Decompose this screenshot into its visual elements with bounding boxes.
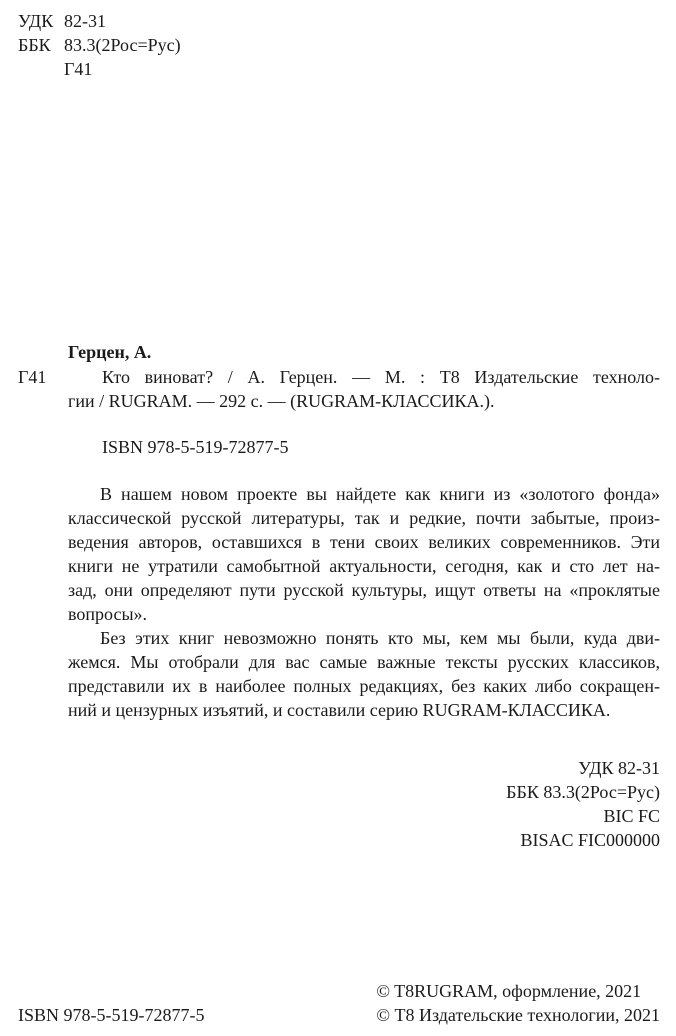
footer-isbn: ISBN 978-5-519-72877-5 (18, 1005, 205, 1025)
top-author-mark: Г41 (64, 59, 93, 79)
annotation-line: В нашем новом проекте вы найдете как книги из «золотого фонда» (100, 484, 660, 504)
entry-line-1: Кто виноват? / А. Герцен. — М. : Т8 Издательские техноло- (102, 367, 660, 387)
annotation-paragraph-2 (68, 627, 660, 723)
classification-block (506, 757, 660, 853)
annotation-line: классической русской литературы, так и редкие, почти забытые, произ- (68, 508, 660, 528)
annotation-line: зад, они определяют пути русской культуры, ищут ответы на «проклятые (68, 580, 660, 600)
entry-isbn: ISBN 978-5-519-72877-5 (102, 437, 289, 457)
classification-udk: УДК 82-31 (578, 758, 660, 778)
annotation-line: ний и цензурных изъятий, и составили серию RUGRAM-КЛАССИКА. (68, 700, 611, 720)
udk-value: 82-31 (64, 11, 106, 31)
annotation-line: Без этих книг невозможно понять кто мы, кем мы были, куда дви- (100, 628, 660, 648)
entry-line-2: гии / RUGRAM. — 292 с. — (RUGRAM-КЛАССИКА.). (68, 391, 495, 411)
annotation-line: книги не утратили самобытной актуальности, сегодня, как и сто лет на- (68, 556, 660, 576)
top-bbk (18, 34, 181, 57)
author-heading: Герцен, А. (68, 342, 152, 362)
classification-bbk: ББК 83.3(2Рос=Рус) (506, 782, 660, 802)
annotation-line: жемся. Мы отобрали для вас самые важные тексты русских классиков, (68, 652, 660, 672)
entry-author-mark: Г41 (18, 367, 47, 387)
copyright-block (376, 980, 660, 1028)
copyright-design: © T8RUGRAM, оформление, 2021 (376, 981, 642, 1001)
annotation-line: вопросы». (68, 604, 148, 624)
bbk-label: ББК (18, 35, 51, 55)
classification-bic: BIC FC (603, 806, 660, 826)
annotation-paragraph-1 (68, 483, 660, 627)
top-udk (18, 10, 106, 33)
copyright-publisher: © Т8 Издательские технологии, 2021 (376, 1005, 660, 1025)
bbk-value: 83.3(2Рос=Рус) (64, 35, 181, 55)
udk-label: УДК (18, 11, 54, 31)
annotation-line: ведения авторов, оставшихся в тени своих великих современников. Эти (68, 532, 660, 552)
annotation-line: представили их в наиболее полных редакциях, без каких либо сокращен- (68, 676, 660, 696)
classification-bisac: BISAC FIC000000 (520, 830, 660, 850)
